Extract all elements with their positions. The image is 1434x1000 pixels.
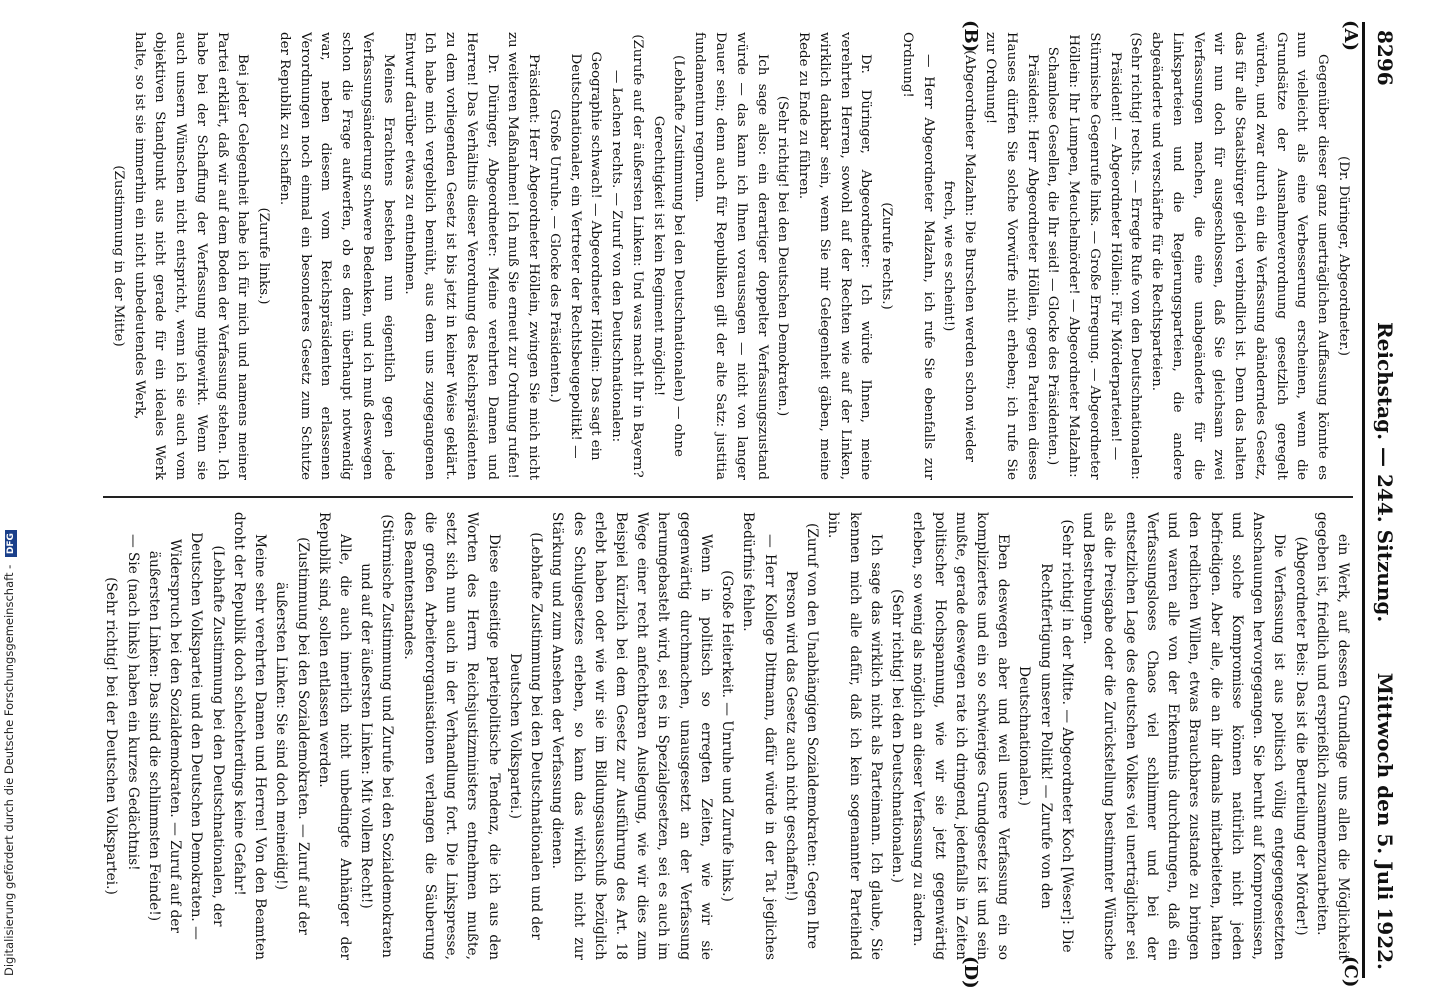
interjection: (Sehr richtig! bei der Deutschen Volkspartei.) (103, 577, 120, 895)
interjection: (Zurufe auf der äußersten Linken: Und was macht Ihr in Bayern? — Lachen rechts. — Zuruf von den Deutschnationalen: Geographie schwach! — Abgeordneter Höllein: Das sagt ein Deutschnationaler, ein Vertreter der Rechtsbeugepolitik! — Große Unruhe. — Glocke des Präsidenten.) (546, 34, 645, 478)
paragraph: Dr. Düringer, Abgeordneter: Ich würde Ihnen, meine verehrten Herren, sowohl auf der Rechten wie auf der Linken, wirklich dankbar sein, wenn Sie mir Gelegenheit gäben, meine Rede zu Ende zu führen. (796, 32, 874, 480)
rotated-document-page (81, 20, 1401, 989)
margin-letter-c: (C) (1340, 956, 1361, 988)
interjection: (Stürmische Zustimmung und Zurufe bei den Sozialdemokraten und auf der äußersten Linken: Mit vollem Recht!) (358, 514, 396, 958)
margin-letter-d: (D) (960, 956, 981, 989)
interjection: (Zurufe rechts.) (879, 202, 895, 310)
interjection: (Zuruf von den Unabhängigen Sozialdemokraten: Gegen Ihre Person wird das Gesetz auch nicht geschaffen!) (782, 523, 821, 949)
paragraph: Präsident: Herr Abgeordneter Höllein, gegen Parteien dieses Hauses dürfen Sie solche Vorwürfe nicht erheben; ich rufe Sie zur Ordnung! (982, 32, 1040, 480)
interjection: (Zurufe links.) (256, 207, 272, 305)
margin-letter-b: (B) (960, 20, 981, 53)
interjection: (Lebhafte Zustimmung bei den Deutschnationalen und der Deutschen Volkspartei.) (506, 532, 545, 940)
paragraph: Diese einseitige parteipolitische Tendenz, die ich aus den Worten des Herrn Reichsjustizministers entnehmen mußte, setzt sich nun auch in der Verhandlung fort. Die Linkspresse, die großen Arbeiterorganisationen verlangen die Säuberung des Beamtenstandes. (400, 512, 502, 960)
page-header (1362, 22, 1401, 978)
page-number: 8296 (1373, 30, 1397, 86)
paragraph: Wenn in politisch so erregten Zeiten, wie wir sie gegenwärtig durchmachen, unausgesetzt an der Verfassung herumgebastelt wird, sei es in Spezialgesetzen, sei es auch im Wege einer recht anfechtbaren Auslegung, wie wir dies zum Beispiel kürzlich bei dem Gesetz zur Ausführung des Art. 18 erlebt haben oder wie wir sie im Bildungsausschuß bezüglich des Schulgesetzes erleben, so kann das wirklich nicht zur Stärkung und zum Ansehen der Verfassung dienen. (549, 512, 714, 960)
paragraph: — Sie (nach links) haben ein kurzes Gedächtnis! (124, 534, 141, 871)
interjection: (Lebhafte Zustimmung bei den Deutschnationalen) — ohne Gerechtigkeit ist kein Regiment möglich! (650, 55, 687, 457)
paragraph: Bei jeder Gelegenheit habe ich für mich und namens meiner Partei erklärt, daß wir auf dem Boden der Verfassung stehen. Ich habe bei der Schaffung der Verfassung mitgewirkt. Wenn sie auch unsern Wünschen nicht entspricht, wenn ich sie auch vom objektiven Standpunkt aus nicht gerade für ein ideales Werk halte, so ist sie immerhin ein nicht unbedeutendes Werk, (131, 32, 251, 480)
paragraph: Eben deswegen aber und weil unsere Verfassung ein so kompliziertes und ein so schwieriges Grundgesetz ist und sein mußte, gerade deswegen rate ich dringend, jedenfalls in Zeiten politischer Hochspannung, wie wir sie jetzt gegenwärtig erleben, so wenig als möglich an dieser Verfassung zu ändern. (910, 512, 1012, 960)
digitization-credit (2, 533, 20, 976)
paragraph: Dr. Düringer, Abgeordneter: Meine verehrten Damen und Herren! Das Verhältnis dieser Verordnung des Reichspräsidenten zu dem vorliegenden Gesetz ist bis jetzt in keiner Weise geklärt. Ich habe mich vergeblich bemüht, aus dem uns zugegangenen Entwurf darüber etwas zu entnehmen. (401, 32, 500, 480)
margin-letter-a: (A) (1340, 20, 1361, 51)
interjection: (Große Heiterkeit. — Unruhe und Zurufe links.) (719, 570, 736, 902)
credit-text: Digitalisierung gefördert durch die Deutsche Forschungsgemeinschaft - (2, 564, 16, 976)
paragraph: Die Verfassung ist aus politisch völlig entgegengesetzten Anschauungen hervorgegangen. Sie beruht auf Kompromissen, und solche Kompromisse können natürlich nicht jeden befriedigen. Aber alle, die an ihr damals mitarbeiteten, hatten den redlichen Willen, etwas Brauchbares zustande zu bringen und waren alle von der Erkenntnis durchdrungen, daß ein Verfassungsloses Chaos viel schlimmer und bei der entsetzlichen Lage des deutschen Volkes viel unerträglicher sei als die Preisgabe oder die Zurückstellung bestimmter Wünsche und Bestrebungen. (1080, 512, 1288, 960)
dfg-logo: DFG (5, 530, 17, 557)
interjection: (Abgeordneter Malzahn: Die Burschen werden schon wieder frech, wie es scheint!) (941, 49, 978, 463)
paragraph: ein Werk, auf dessen Grundlage uns allen die Möglichkeit gegeben ist, friedlich und ersprießlich zusammenzuarbeiten. (1313, 512, 1351, 960)
interjection: (Abgeordneter Beis: Das ist die Beurteilung der Mörder!) (1292, 536, 1309, 936)
interjection: (Zustimmung bei den Sozialdemokraten. — Zuruf auf der äußersten Linken: Sie sind doch meineidig!) (273, 537, 311, 935)
paragraph: Meine sehr verehrten Damen und Herren! Von den Beamten droht der Republik doch schlechterdings keine Gefahr! (230, 512, 269, 960)
paragraph: Ich sage das wirklich nicht als Parteimann. Ich glaube, Sie kennen mich alle dafür, daß ich kein sogenannter Parteiheld bin. (825, 512, 884, 960)
paragraph: — Herr Kollege Dittmann, dafür würde in der Tat jegliches Bedürfnis fehlen. (740, 512, 778, 960)
right-text-column (93, 512, 1353, 960)
paragraph: Ich sage also: ein derartiger doppelter Verfassungszustand würde — das kann ich Ihnen voraussagen — nicht von langer Dauer sein; denn auch für Republiken gilt der alte Satz: justitia fundamentum regnorum. (692, 32, 770, 480)
interjection: (Sehr richtig! bei den Deutschen Demokraten.) (775, 95, 791, 417)
interjection: (Lebhafte Zustimmung bei den Deutschnationalen, der Deutschen Volkspartei und den Deutschen Demokraten. — Widerspruch bei den Sozialdemokraten. — Zuruf auf der äußersten Linken: Das sind die schlimmsten Feinde!) (145, 532, 226, 940)
paragraph: — Herr Abgeordneter Malzahn, ich rufe Sie ebenfalls zur Ordnung! (899, 32, 936, 480)
column-divider (103, 496, 1353, 498)
interjection: (Sehr richtig! rechts. — Erregte Rufe von den Deutschnationalen: Präsident! — Abgeordneter Höllein: Für Mörderparteien! — Stürmische Gegenrufe links. — Große Erregung. — Abgeordneter Höllein: Ihr Lumpen, Meuchelmörder! — Abgeordneter Malzahn: Schamlose Gesellen, die Ihr seid! — Glocke des Präsidenten.) (1045, 32, 1144, 480)
interjection: (Sehr richtig! in der Mitte. — Abgeordneter Koch [Weser]: Die Rechtfertigung unserer Politik! — Zurufe von den Deutschnationalen.) (1016, 519, 1075, 953)
paragraph: Gegenüber dieser ganz unerträglichen Auffassung könnte es nun vielleicht als eine Verbesserung erscheinen, wenn die Grundsätze der Ausnahmeverordnung gesetzlich geregelt würden, und zwar durch ein die Verfassung abänderndes Gesetz, das für alle Staatsbürger gleich verbindlich ist. Denn das halten wir nun doch für ausgeschlossen, daß Sie gleichsam zwei Verfassungen machen, die eine unabgeänderte für die Linksparteien und die Regierungsparteien, die andere abgeänderte und verschärfte für die Rechtsparteien. (1149, 32, 1331, 480)
paragraph: Alle, die auch innerlich nicht unbedingte Anhänger der Republik sind, sollen entlassen werden. (315, 512, 353, 960)
left-text-column (93, 32, 1353, 480)
paragraph: (Dr. Düringer, Abgeordneter.) (1336, 155, 1351, 357)
header-date: Mittwoch den 5. Juli 1922. (1373, 672, 1397, 970)
header-session-title: Reichstag. — 244. Sitzung. (1373, 322, 1397, 623)
paragraph: Präsident: Herr Abgeordneter Höllein, zwingen Sie mich nicht zu weiteren Maßnahmen! Ich muß Sie erneut zur Ordnung rufen! (505, 32, 542, 480)
interjection: (Zustimmung in der Mitte) (110, 165, 126, 347)
interjection: (Sehr richtig! bei den Deutschnationalen.) (889, 589, 906, 883)
paragraph: Meines Erachtens bestehen nun eigentlich gegen jede Verfassungsänderung schwere Bedenken, und ich muß deswegen schon die Frage aufwerfen, ob es denn überhaupt notwendig war, neben diesem vom Reichspräsidenten erlassenen Verordnungen noch einmal ein besonderes Gesetz zum Schutze der Republik zu schaffen. (276, 32, 396, 480)
